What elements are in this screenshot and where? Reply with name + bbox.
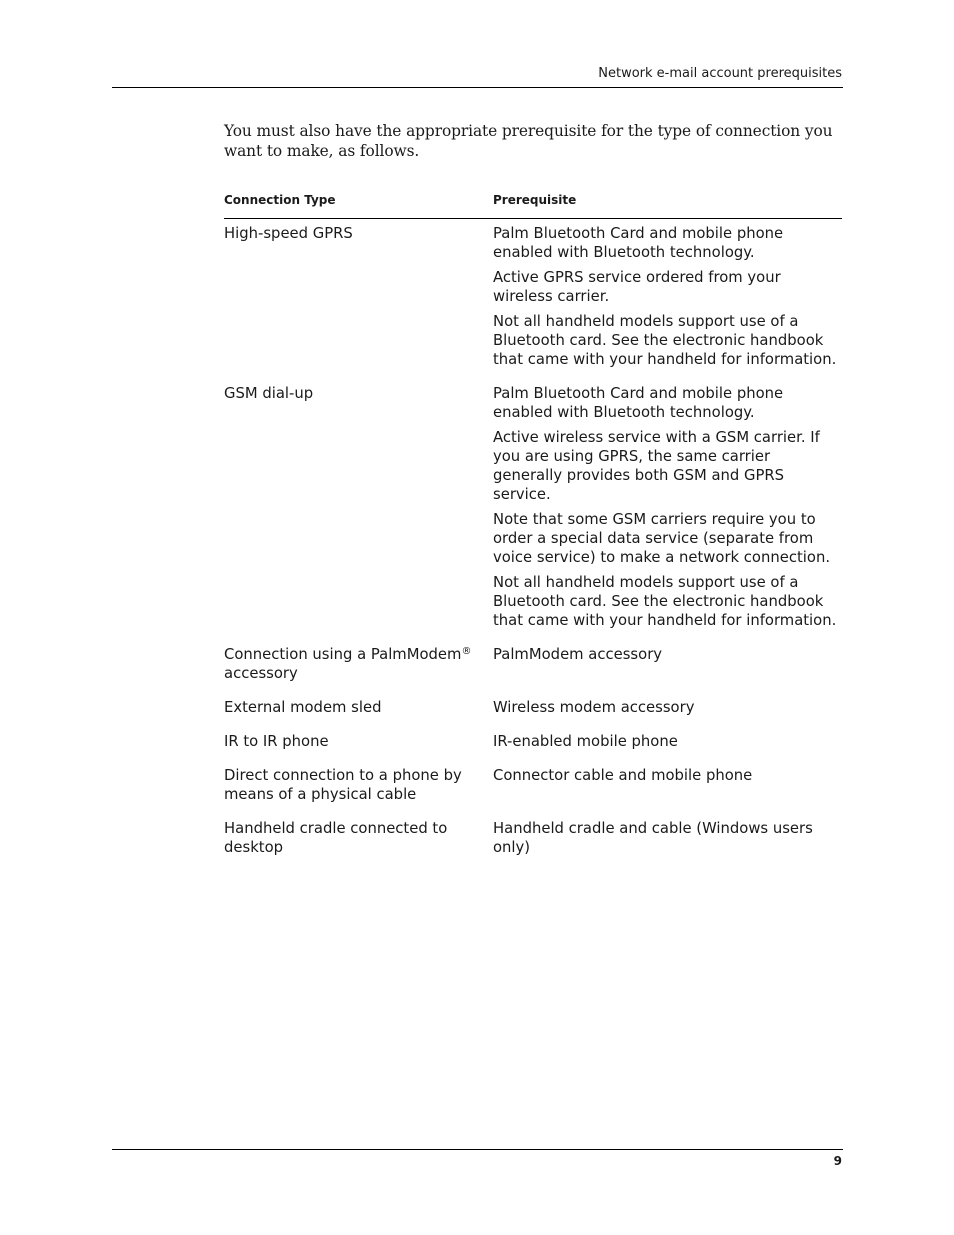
prerequisite-item: Not all handheld models support use of a Bluetooth card. See the electronic handbook that came with your handheld for information. <box>493 313 837 368</box>
table-body <box>224 219 842 857</box>
page-number: 9 <box>833 1154 842 1168</box>
table-row <box>224 766 842 804</box>
prerequisite-item: Not all handheld models support use of a Bluetooth card. See the electronic handbook that came with your handheld for information. <box>493 574 837 629</box>
connection-type-cell: High-speed GPRS <box>224 225 353 242</box>
connection-type-text: Connection using a PalmModem <box>224 646 462 663</box>
prerequisite-item: Connector cable and mobile phone <box>493 767 753 784</box>
prerequisite-item: Active wireless service with a GSM carrier. If you are using GPRS, the same carrier generally provides both GSM and GPRS service. <box>493 429 820 503</box>
connection-type-cell: External modem sled <box>224 699 382 716</box>
prerequisite-cell <box>493 384 842 630</box>
table-row <box>224 732 842 751</box>
prerequisite-item: IR-enabled mobile phone <box>493 733 678 750</box>
connection-type-cell: GSM dial-up <box>224 385 314 402</box>
table-row <box>224 384 842 630</box>
table-row <box>224 645 842 683</box>
column-header-prerequisite: Prerequisite <box>493 193 577 207</box>
connection-type-cell: IR to IR phone <box>224 733 329 750</box>
connection-type-cell: Direct connection to a phone by means of a physical cable <box>224 767 462 803</box>
column-header-connection-type: Connection Type <box>224 193 336 207</box>
prerequisite-cell <box>493 698 842 717</box>
table-header-row <box>224 190 842 219</box>
intro-paragraph: You must also have the appropriate prerequisite for the type of connection you want to make, as follows. <box>224 122 833 160</box>
connection-type-cell: Handheld cradle connected to desktop <box>224 820 448 856</box>
prerequisite-cell <box>493 766 842 804</box>
prerequisite-item: Active GPRS service ordered from your wireless carrier. <box>493 269 781 305</box>
prerequisite-cell <box>493 224 842 369</box>
prerequisite-cell <box>493 645 842 683</box>
table-row <box>224 819 842 857</box>
prerequisite-item: Handheld cradle and cable (Windows users only) <box>493 820 813 856</box>
running-head: Network e-mail account prerequisites <box>598 66 842 81</box>
registered-mark: ® <box>461 646 472 657</box>
table-row <box>224 698 842 717</box>
prerequisite-item: Palm Bluetooth Card and mobile phone enabled with Bluetooth technology. <box>493 225 784 261</box>
table-row <box>224 224 842 369</box>
prerequisite-cell <box>493 732 842 751</box>
footer-rule <box>112 1149 843 1150</box>
prerequisites-table <box>224 190 842 857</box>
header-rule <box>112 87 843 88</box>
connection-type-text: accessory <box>224 665 298 682</box>
prerequisite-item: Wireless modem accessory <box>493 699 695 716</box>
prerequisite-item: Note that some GSM carriers require you to order a special data service (separate from voice service) to make a network connection. <box>493 511 831 566</box>
prerequisite-cell <box>493 819 842 857</box>
connection-type-cell <box>224 645 493 683</box>
prerequisite-item: PalmModem accessory <box>493 646 663 663</box>
prerequisite-item: Palm Bluetooth Card and mobile phone enabled with Bluetooth technology. <box>493 385 784 421</box>
